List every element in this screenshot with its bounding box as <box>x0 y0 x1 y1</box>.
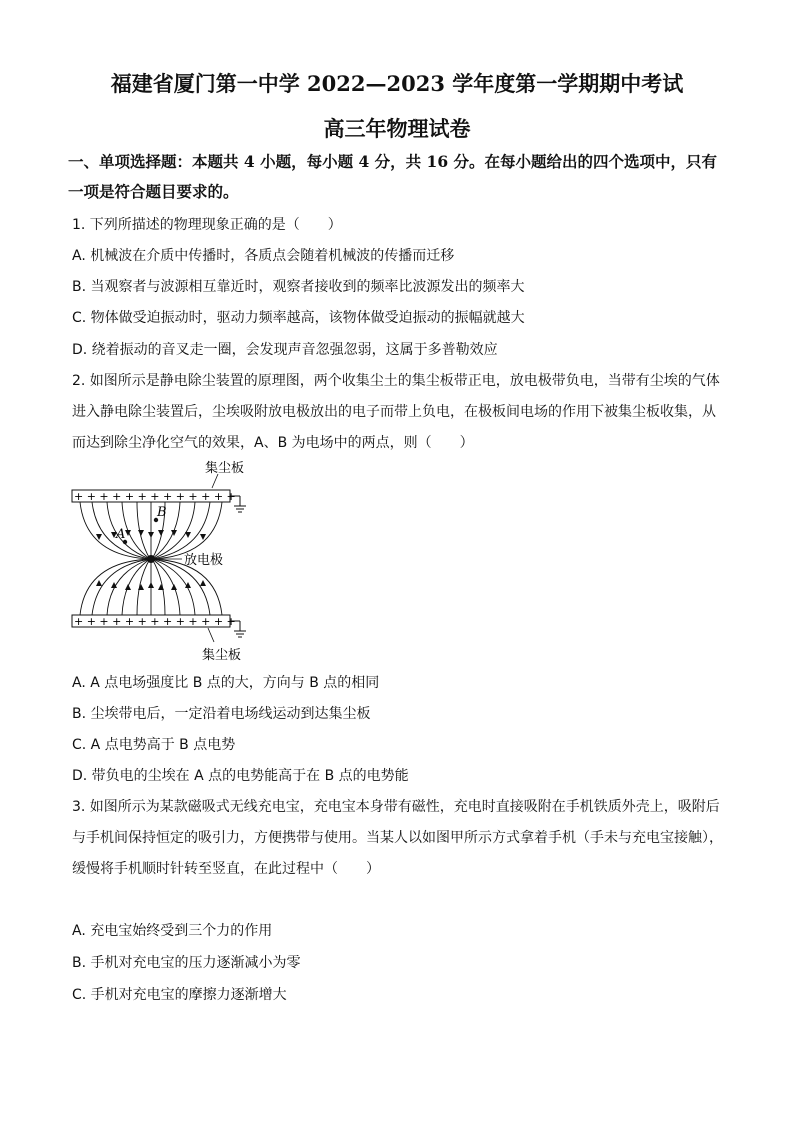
electrostatic-precipitator-diagram <box>62 452 282 667</box>
bottom-plate-label: 集尘板 <box>202 648 242 663</box>
question-3-option-a: A. 充电宝始终受到三个力的作用 <box>72 923 273 939</box>
point-a-label: A <box>116 527 126 542</box>
question-3-stem-line3: 缓慢将手机顺时针转至竖直，在此过程中（ ） <box>72 861 380 877</box>
question-1-option-d: D. 绕着振动的音叉走一圈，会发现声音忽强忽弱，这属于多普勒效应 <box>72 342 498 358</box>
question-3-option-c: C. 手机对充电宝的摩擦力逐渐增大 <box>72 987 287 1003</box>
point-b-label: B <box>157 505 167 520</box>
question-1-stem: 1. 下列所描述的物理现象正确的是（ ） <box>72 217 342 233</box>
discharge-electrode <box>147 555 155 563</box>
plate-charge-signs-top: + + + + + + + + + + + + + <box>74 490 236 503</box>
bottom-collector-plate <box>72 615 246 663</box>
section-heading-cont: 一项是符合题目要求的。 <box>68 182 239 201</box>
question-2-option-a: A. A 点电场强度比 B 点的大，方向与 B 点的相同 <box>72 675 380 691</box>
question-2-stem-line3: 而达到除尘净化空气的效果，A、B 为电场中的两点，则（ ） <box>72 435 474 451</box>
exam-title: 福建省厦门第一中学 2022—2023 学年度第一学期期中考试 <box>110 71 684 96</box>
question-2-option-d: D. 带负电的尘埃在 A 点的电势能高于在 B 点的电势能 <box>72 768 409 784</box>
question-1-option-a: A. 机械波在介质中传播时，各质点会随着机械波的传播而迁移 <box>72 248 455 264</box>
question-2-stem-line2: 进入静电除尘装置后，尘埃吸附放电极放出的电子而带上负电，在极板间电场的作用下被集尘板收集，从 <box>72 404 716 420</box>
question-3-stem-line1: 3. 如图所示为某款磁吸式无线充电宝，充电宝本身带有磁性，充电时直接吸附在手机铁质外壳上，吸附后 <box>72 799 720 815</box>
question-3-stem-line2: 与手机间保持恒定的吸引力，方便携带与使用。当某人以如图甲所示方式拿着手机（手未与充电宝接触）， <box>72 830 723 846</box>
electrode-label: 放电极 <box>184 553 224 568</box>
question-2-stem-line1: 2. 如图所示是静电除尘装置的原理图，两个收集尘土的集尘板带正电，放电极带负电，当带有尘埃的气体 <box>72 373 720 389</box>
ground-icon <box>234 631 246 637</box>
question-2-option-b: B. 尘埃带电后，一定沿着电场线运动到达集尘板 <box>72 706 371 722</box>
question-1-option-b: B. 当观察者与波源相互靠近时，观察者接收到的频率比波源发出的频率大 <box>72 279 525 295</box>
field-lines-top <box>80 502 222 559</box>
question-2-option-c: C. A 点电势高于 B 点电势 <box>72 737 236 753</box>
ground-icon <box>234 506 246 512</box>
exam-subtitle: 高三年物理试卷 <box>323 116 471 141</box>
plate-charge-signs-bottom: + + + + + + + + + + + + + <box>74 615 236 628</box>
top-plate-label: 集尘板 <box>205 461 245 476</box>
question-3-option-b: B. 手机对充电宝的压力逐渐减小为零 <box>72 955 301 971</box>
section-heading: 一、单项选择题：本题共 4 小题，每小题 4 分，共 16 分。在每小题给出的四个选项中，只有 <box>68 152 718 171</box>
question-1-option-c: C. 物体做受迫振动时，驱动力频率越高，该物体做受迫振动的振幅就越大 <box>72 310 525 326</box>
